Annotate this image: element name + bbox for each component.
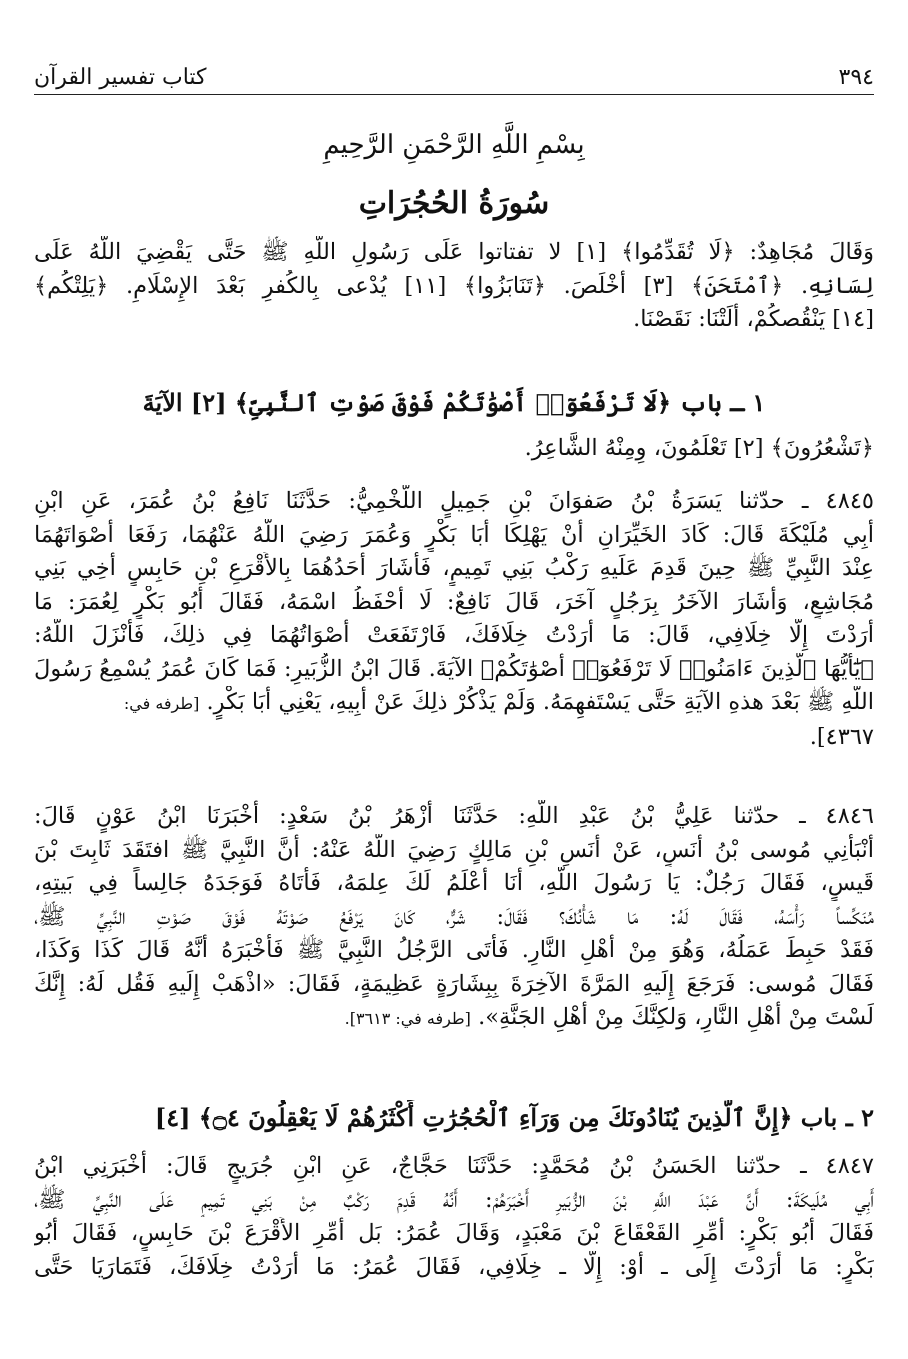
chapter-heading-2: ٢ ـ باب ﴿إِنَّ ٱلَّذِينَ يُنَادُونَكَ مِن وَرَآءِ ٱلْحُجُرَٰتِ أَكْثَرُهُمْ لَا يَعْقِلُونَ ۝٤﴾ [٤]	[154, 1103, 874, 1132]
text-line: [١٤] يَنْقُصكُمْ، أَلَتْنَا: نَقَصْنَا.	[633, 306, 874, 332]
text-line: أَرَدْتَ إِلَّا خِلَافِي، قَالَ: مَا أَرَدْتُ خِلَافَكَ، فَارْتَفَعَتْ أَصْوَاتُهُمَا فِي ذلِكَ، فَأَنْزَلَ اللَّهُ:	[34, 622, 874, 648]
book-title: كتاب تفسير القرآن	[34, 65, 207, 90]
chapter-heading-1: ١ ـ باب ﴿لَا تَرْفَعُوٓا۟ أَصْوَٰتَكُمْ فَوْقَ صَوْتِ ٱلنَّبِىِّ﴾ [٢] الآيَةَ	[142, 388, 766, 417]
intro-paragraph	[34, 236, 874, 337]
hadith-4845	[34, 485, 874, 754]
text-line: ﴿يَٰٓأَيُّهَا ٱلَّذِينَ ءَامَنُوا۟ لَا تَرْفَعُوٓا۟ أَصْوَٰتَكُمْ﴾ الآيَةَ. قَالَ ابْنُ الزُّبَيرِ: فَمَا كَانَ عُمَرُ يُسْمِعُ رَسُولَ	[34, 655, 874, 682]
text-line: بَكْرٍ: مَا أَرَدْتَ إِلَى ـ أَوْ: إِلَّا ـ خِلَافِي، فَقَالَ عُمَرُ: مَا أَرَدْتُ خِلَافَكَ، فَتَمَارَيَا حَتَّى	[34, 1253, 874, 1280]
cross-reference: [طرفه في:	[123, 694, 200, 713]
text-line: عِنْدَ النَّبِيِّ ﷺ حِينَ قَدِمَ عَلَيهِ رَكْبُ بَنِي تَمِيمٍ، فَأَشَارَ أَحَدُهُمَا بِالأَقْرَعِ بْنِ حَابِسٍ أَخِي بَنِي	[34, 555, 874, 581]
basmala: بِسْمِ اللَّهِ الرَّحْمَنِ الرَّحِيمِ	[323, 130, 585, 160]
text-line: أَبِي مُلَيكَةَ: أَنَّ عَبْدَ اللَّهِ بْنَ الزُّبَيرِ أَخْبَرَهُمْ: أَنَّهُ قَدِمَ رَكْبٌ مِنْ بَنِي تَمِيمٍ عَلَى النَّبِيِّ ﷺ،	[34, 1186, 874, 1213]
chapter-1-gloss	[34, 432, 874, 466]
text-line	[34, 1001, 874, 1036]
hadith-4847	[34, 1150, 874, 1284]
text-line: ٤٨٤٧ ـ حدّثنا الحَسَنُ بْنُ مُحَمَّدٍ: حَدَّثَنَا حَجَّاجٌ، عَنِ ابْنِ جُرَيجٍ قَالَ: أَخْبَرَنِي ابْنُ	[34, 1153, 874, 1179]
text-line: لِسَانِهِ. ﴿ٱمْتَحَنَ﴾ [٣] أَخْلَصَ. ﴿تَنَابَزُوا﴾ [١١] يُدْعى بِالكُفرِ بَعْدَ الإِسْلَامِ. ﴿يَلِتْكُم﴾	[34, 272, 874, 299]
text-line: ٤٨٤٦ ـ حدّثنا عَلِيُّ بْنُ عَبْدِ اللَّهِ: حَدَّثَنَا أَزْهَرُ بْنُ سَعْدٍ: أَخْبَرَنَا ابْنُ عَوْنٍ قَالَ:	[34, 803, 874, 829]
page-number: ٣٩٤	[838, 65, 874, 90]
hadith-4846	[34, 800, 874, 1036]
text-segment: لَسْتَ مِنْ أَهْلِ النَّارِ، وَلكِنَّكَ مِنْ أَهْلِ الجَنَّةِ».	[478, 1004, 874, 1030]
text-segment: اللَّهِ ﷺ بَعْدَ هذهِ الآيَةِ حَتَّى يَسْتَفهِمَهُ. وَلَمْ يَذْكُرْ ذلِكَ عَنْ أَبِيهِ، يَعْنِي أَبَا بَكْرٍ.	[206, 689, 874, 715]
text-line: ﴿تَشْعُرُونَ﴾ [٢] تَعْلَمُونَ، وِمِنْهُ الشَّاعِرُ.	[524, 435, 874, 461]
text-line: أَبِي مُلَيْكَةَ قَالَ: كَادَ الخَيِّرَانِ أَنْ يَهْلِكَا أَبَا بَكْرٍ وَعُمَرَ رَضِيَ اللَّهُ عَنْهُمَا، رَفَعَا أَصْوَاتَهُمَا	[34, 521, 874, 548]
text-line: مُجَاشِعٍ، وَأَشَارَ الآخَرُ بِرَجُلٍ آخَرَ، قَالَ نَافِعٌ: لَا أَحْفَظُ اسْمَهُ، فَقَالَ أَبُو بَكْرٍ لِعُمَرَ: مَا	[34, 588, 874, 615]
text-line: فَقَدْ حَبِطَ عَمَلُهُ، وَهُوَ مِنْ أَهْلِ النَّارِ. فَأَتَى الرَّجُلُ النَّبِيَّ ﷺ فَأَخْبَرَهُ أَنَّهُ قَالَ كَذَا وَكَذَا،	[34, 937, 874, 963]
text-line	[34, 686, 874, 721]
text-line: ٤٨٤٥ ـ حدّثنا يَسَرَةُ بْنُ صَفوَانَ بْنِ جَمِيلٍ اللَّخْمِيُّ: حَدَّثَنَا نَافِعُ بْنُ عُمَرَ، عَنِ ابْنِ	[34, 488, 874, 514]
text-line: فَقَالَ مُوسى: فَرَجَعَ إِلَيهِ المَرَّةَ الآخِرَةَ بِبِشَارَةٍ عَظِيمَةٍ، فَقَالَ: «اذْهَبْ إِلَيهِ فَقُل لَهُ: إِنَّكَ	[34, 970, 874, 997]
text-line: فَقَالَ أَبُو بَكْرٍ: أَمِّرِ القَعْقَاعَ بْنَ مَعْبَدٍ، وَقَالَ عُمَرُ: بَل أَمِّرِ الأَقْرَعَ بْنَ حَابِسٍ، فَقَالَ أَبُو	[34, 1220, 874, 1246]
page-header	[34, 58, 874, 95]
cross-reference: [طرفه في: ٣٦١٣].	[344, 1009, 471, 1028]
text-line: أَنْبَأَنِي مُوسى بْنُ أَنَسٍ، عَنْ أَنَسِ بْنِ مَالِكٍ رَضِيَ اللَّهُ عَنْهُ: أَنَّ النَّبِيَّ ﷺ افتَقَدَ ثَابِتَ بْنَ	[34, 836, 874, 863]
surah-title: سُورَةُ الحُجُرَاتِ	[358, 186, 550, 221]
text-line: مُنَكِّساً رَأْسَهُ، فَقَالَ لَهُ: مَا شَأْنُكَ؟ فَقَالَ: شَرٌّ، كَانَ يَرْفَعُ صَوْتَهُ فَوْقَ صَوْتِ النَّبِيِّ ﷺ،	[34, 903, 874, 930]
cross-reference-end: ٤٣٦٧].	[809, 723, 874, 750]
text-line: قَيسٍ، فَقَالَ رَجُلٌ: يَا رَسُولَ اللَّهِ، أَنَا أَعْلَمُ لَكَ عِلمَهُ، فَأَتَاهُ فَوَجَدَهُ جَالِساً فِي بَيتِهِ،	[34, 870, 874, 896]
text-line: وَقَالَ مُجَاهِدٌ: ﴿لَا تُقَدِّمُوا﴾ [١] لا تفتاتوا عَلَى رَسُولِ اللَّهِ ﷺ حَتَّى يَقْضِيَ اللَّهُ عَلَى	[34, 239, 874, 265]
